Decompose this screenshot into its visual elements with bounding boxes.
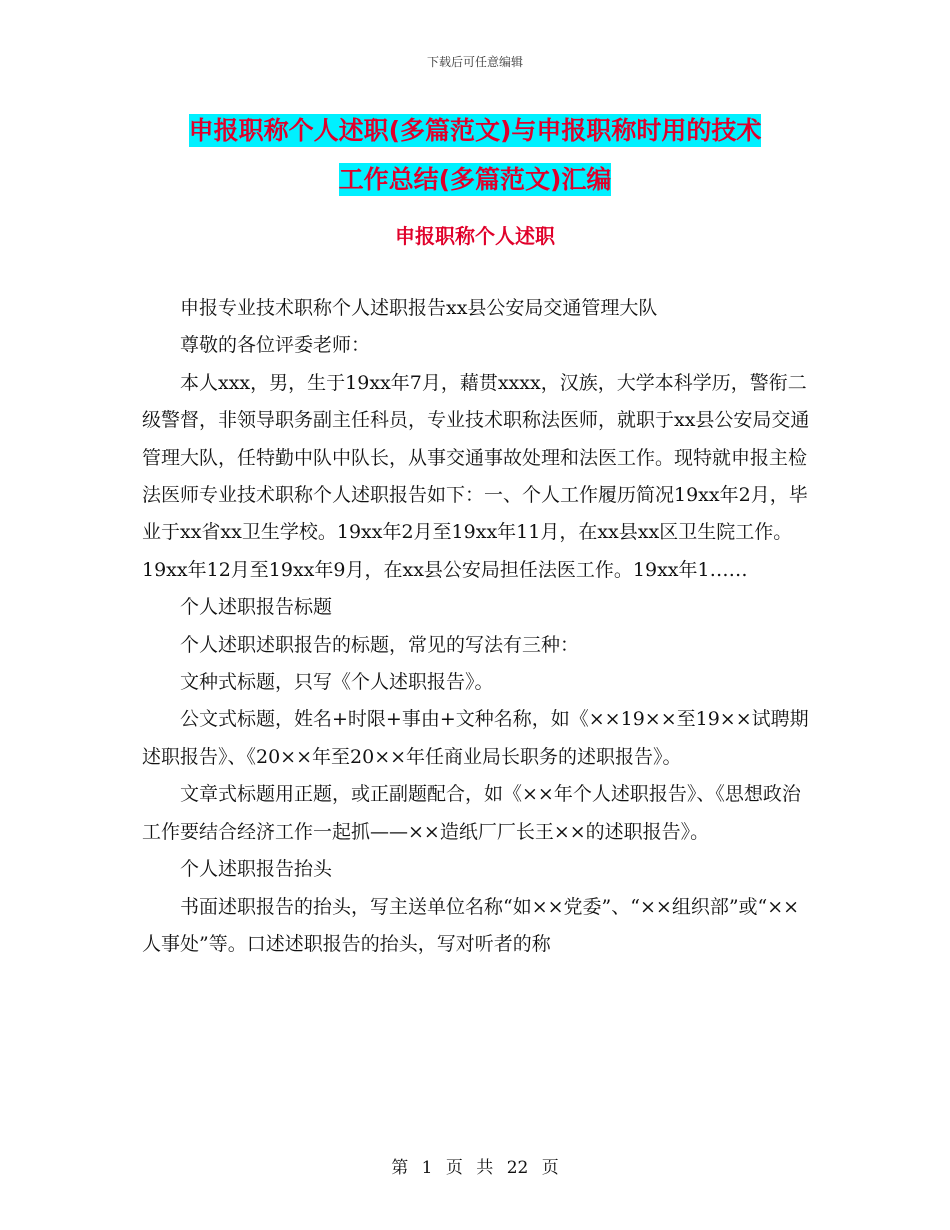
section-heading: 申报职称个人述职	[395, 224, 555, 248]
paragraph: 文章式标题用正题，或正副题配合，如《××年个人述职报告》、《思想政治工作要结合经济工作一起抓——××造纸厂厂长王××的述职报告》。	[142, 783, 801, 843]
paragraph: 本人xxx，男，生于19xx年7月，藉贯xxxx，汉族，大学本科学历，警衔二级警督，非领导职务副主任科员，专业技术职称法医师，就职于xx县公安局交通管理大队，任特勤中队中队长，从事交通事故处理和法医工作。现特就申报主检法医师专业技术职称个人述职报告如下：一、个人工作履历简况19xx年2月，毕业于xx省xx卫生学校。19xx年2月至19xx年11月，在xx县xx区卫生院工作。19xx年12月至19xx年9月，在xx县公安局担任法医工作。19xx年1……	[142, 371, 810, 581]
footer-page-unit: 页	[445, 1158, 463, 1178]
paragraph: 申报专业技术职称个人述职报告xx县公安局交通管理大队	[180, 297, 658, 319]
header-note: 下载后可任意编辑	[426, 55, 523, 69]
paragraph: 个人述职述职报告的标题，常见的写法有三种：	[180, 633, 580, 656]
paragraph: 文种式标题，只写《个人述职报告》。	[180, 671, 494, 694]
paragraph: 个人述职报告抬头	[180, 858, 333, 881]
footer-page-prefix: 第	[391, 1158, 409, 1178]
footer-total-prefix: 共	[476, 1158, 494, 1178]
document-body	[142, 290, 812, 963]
paragraph: 尊敬的各位评委老师：	[180, 334, 371, 357]
paragraph: 书面述职报告的抬头，写主送单位名称“如××党委”、“××组织部”或“××人事处”等。口述述职报告的抬头，写对听者的称	[142, 895, 800, 955]
paragraph: 公文式标题，姓名+时限+事由+文种名称，如《××19××至19××试聘期述职报告》、《20××年至20××年任商业局长职务的述职报告》。	[142, 708, 809, 768]
document-title	[0, 106, 950, 204]
page-footer	[0, 1153, 950, 1178]
footer-total-unit: 页	[541, 1158, 559, 1178]
document-title-line-1: 申报职称个人述职(多篇范文)与申报职称时用的技术	[188, 116, 762, 145]
paragraph: 个人述职报告标题	[180, 596, 333, 619]
footer-page-number: 1	[421, 1158, 433, 1178]
document-title-line-2: 工作总结(多篇范文)汇编	[338, 165, 612, 194]
footer-total-pages: 22	[506, 1158, 529, 1178]
